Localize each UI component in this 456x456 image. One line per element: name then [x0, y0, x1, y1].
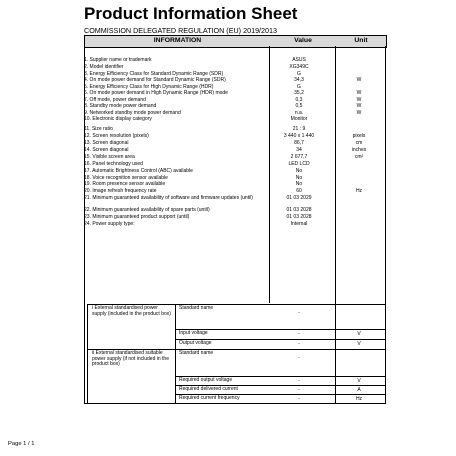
row-unit: Hz [355, 188, 363, 194]
row-label: 13. Screen diagonal [84, 140, 129, 146]
row-value: G [297, 71, 301, 77]
required-output-voltage-unit: V [357, 378, 361, 384]
row-value: ASUS [292, 57, 306, 63]
regulation-subtitle: COMMISSION DELEGATED REGULATION (EU) 2019/2013 [84, 26, 278, 35]
row-unit: cm² [354, 154, 364, 160]
input-voltage-value: - [298, 331, 300, 337]
standard-name-2-value: - [298, 355, 300, 361]
row-unit: pixels [352, 133, 366, 139]
row-value: 01 03 2029 [286, 195, 312, 201]
row-label: 2. Model identifier [84, 64, 124, 70]
required-frequency-unit: Hz [355, 396, 363, 402]
table-row [84, 141, 385, 148]
output-voltage-unit: V [357, 341, 361, 347]
header-value: Value [294, 37, 312, 44]
divider [87, 304, 385, 305]
row-value: 60 [296, 188, 302, 194]
row-label: 12. Screen resolution (pixels) [84, 133, 149, 139]
page-number: Page 1 / 1 [8, 441, 35, 447]
divider [84, 403, 386, 404]
row-value: 01 03 2028 [286, 214, 312, 220]
row-label: 10. Electronic display category [84, 116, 152, 122]
row-unit: cm [355, 140, 363, 146]
table-row [84, 222, 385, 229]
row-label: 21. Minimum guaranteed availability of software and firmware updates (until) [84, 195, 253, 201]
row-label: 24. Power supply type: [84, 221, 135, 227]
row-unit: W [356, 110, 362, 116]
external-suitable-supply-label: ii External standardised suitable power supply (if not included in the product box) [92, 350, 169, 368]
row-label: 23. Minimum guaranteed product support (until) [84, 214, 190, 220]
table-row [84, 58, 385, 65]
row-label: 15. Visible screen area [84, 154, 135, 160]
divider [175, 339, 385, 340]
external-standardised-supply-label: i External standardised power supply (included in the product box) [92, 305, 171, 317]
row-label: 14. Screen diagonal [84, 147, 129, 153]
row-label: 6. On mode power demand in High Dynamic Range (HDR) mode [84, 90, 228, 96]
row-value: 34,3 [294, 77, 304, 83]
row-value: 0,5 [295, 103, 303, 109]
row-value: No [295, 168, 303, 174]
table-row [84, 117, 385, 125]
row-label: 16. Panel technology used [84, 161, 143, 167]
row-value: 01 03 2028 [286, 207, 312, 213]
row-value: 86,7 [294, 140, 304, 146]
header-information: INFORMATION [153, 37, 202, 44]
divider [175, 394, 385, 395]
row-value: G [297, 84, 301, 90]
standard-name-label: Standard name [179, 305, 214, 311]
row-value: No [295, 181, 303, 187]
divider [87, 304, 88, 403]
row-label: 18. Voice recognition sensor available [84, 175, 168, 181]
row-unit: W [356, 77, 362, 83]
required-current-value: - [298, 387, 300, 393]
header-unit: Unit [354, 37, 368, 44]
row-value: No [295, 175, 303, 181]
row-label: 20. Image refresh frequency rate [84, 188, 157, 194]
input-voltage-label: Input voltage [179, 330, 208, 336]
row-unit: W [356, 103, 362, 109]
row-label: 7. Off mode, power demand [84, 97, 146, 103]
row-unit: inches [351, 147, 367, 153]
row-label: 4. On mode power demand for Standard Dynamic Range (SDR) [84, 77, 226, 83]
divider [385, 46, 386, 403]
row-value: Monitor [290, 116, 308, 122]
standard-name-2-label: Standard name [179, 350, 214, 356]
row-value: LED LCD [288, 161, 310, 167]
row-label: 8. Standby mode power demand [84, 103, 157, 109]
required-output-voltage-label: Required output voltage [179, 377, 233, 383]
required-frequency-label: Required current frequency [179, 395, 240, 401]
row-value: n.a. [294, 110, 304, 116]
row-value: Internal [290, 221, 308, 227]
row-value: 2 677,7 [290, 154, 308, 160]
output-voltage-value: - [298, 341, 300, 347]
row-value: 21 : 9 [292, 126, 306, 132]
required-current-unit: A [357, 387, 361, 393]
page-title: Product Information Sheet [84, 4, 298, 23]
row-unit: W [356, 90, 362, 96]
required-output-voltage-value: - [298, 378, 300, 384]
row-label: 11. Size ratio [84, 126, 113, 132]
output-voltage-label: Output voltage [179, 340, 212, 346]
divider [175, 376, 385, 377]
standard-name-value: - [298, 310, 300, 316]
row-label: 5. Energy Efficiency Class for High Dynamic Range (HDR) [84, 84, 214, 90]
row-label: 22. Minimum guaranteed availability of spare parts (until) [84, 207, 210, 213]
divider [175, 329, 385, 330]
row-value: XG349C [289, 64, 309, 70]
row-value: 34 [296, 147, 302, 153]
row-label: 1. Supplier name or trademark [84, 57, 152, 63]
required-frequency-value: - [298, 396, 300, 402]
row-value: 0,3 [295, 97, 303, 103]
row-label: 19. Room presence sensor available [84, 181, 166, 187]
row-label: 17. Automatic Brightness Control (ABC) available [84, 168, 193, 174]
table-row [84, 134, 385, 141]
divider [87, 349, 385, 350]
required-current-label: Required delivered current [179, 386, 238, 392]
row-unit: W [356, 97, 362, 103]
row-value: 35,2 [294, 90, 304, 96]
row-label: 9. Networked standby mode power demand [84, 110, 181, 116]
divider [175, 385, 385, 386]
divider [84, 46, 85, 403]
input-voltage-unit: V [357, 331, 361, 337]
row-value: 3 440 x 1 440 [283, 133, 315, 139]
row-label: 3. Energy Efficiency Class for Standard Dynamic Range (SDR) [84, 71, 224, 77]
divider [175, 304, 176, 403]
divider [269, 46, 270, 303]
